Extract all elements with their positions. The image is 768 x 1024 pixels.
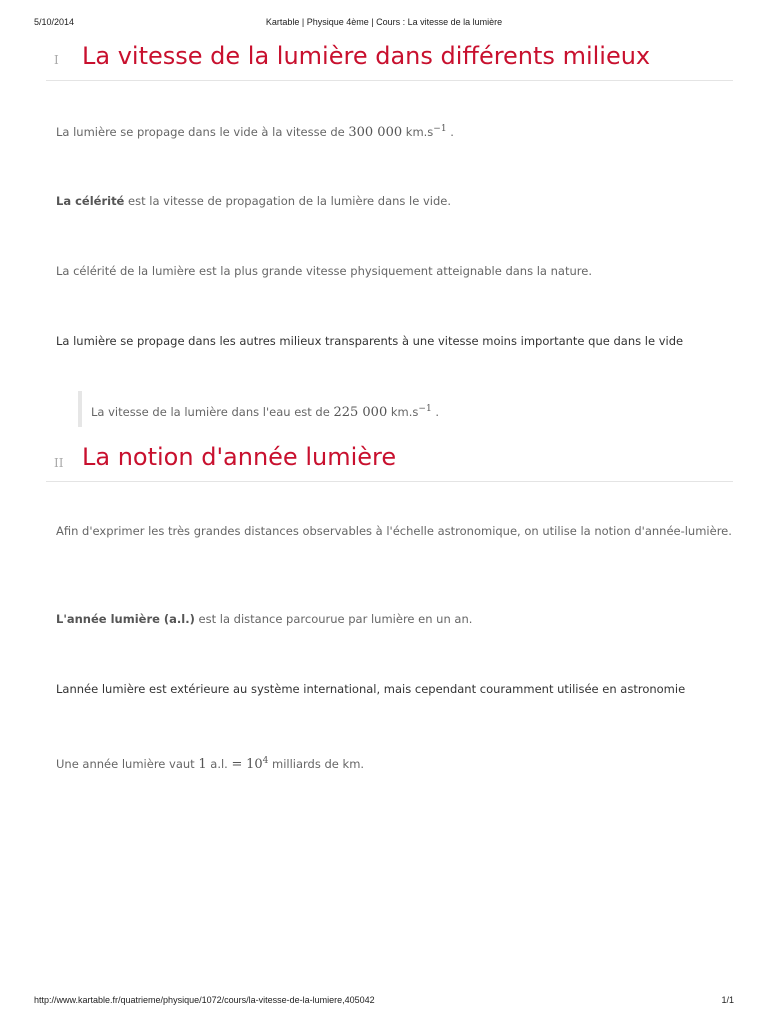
unit: a.l.: [210, 756, 228, 771]
term-celerity: La célérité: [56, 194, 125, 208]
print-date: 5/10/2014: [34, 17, 75, 27]
paragraph-celerity-definition: [56, 192, 736, 210]
section-2-title: La notion d'année lumière: [82, 443, 397, 471]
definition: est la distance parcourue par lumière en un an.: [198, 612, 473, 626]
one: 1: [198, 756, 207, 772]
equals: =: [231, 756, 243, 772]
text: La lumière se propage dans le vide à la vitesse de: [56, 124, 345, 139]
paragraph-light-year-definition: [56, 610, 736, 628]
punct: .: [435, 404, 439, 419]
paragraph-si-note: Lannée lumière est extérieure au système international, mais cependant couramment utilisée en astronomie: [56, 682, 686, 696]
paragraph-light-year-intro: Afin d'exprimer les très grandes distances observables à l'échelle astronomique, on utilise la notion d'année-lumière.: [56, 524, 732, 538]
section-1-title: La vitesse de la lumière dans différents milieux: [82, 42, 651, 70]
speed-value: 225 000: [333, 404, 388, 420]
paragraph-other-media: La lumière se propage dans les autres milieux transparents à une vitesse moins importante que dans le vide: [56, 334, 684, 348]
paragraph-speed-vacuum: [56, 120, 736, 142]
text: Une année lumière vaut: [56, 756, 195, 771]
quote-water-speed: [78, 391, 728, 427]
section-1-number: I: [54, 53, 59, 67]
print-title: Kartable | Physique 4ème | Cours : La vitesse de la lumière: [265, 17, 503, 27]
footer-url: http://www.kartable.fr/quatrieme/physique/1072/cours/la-vitesse-de-la-lumiere,405042: [34, 995, 375, 1005]
section-2-header: [46, 441, 733, 482]
base: 10: [246, 756, 263, 772]
exponent: −1: [418, 404, 432, 414]
unit: km.s: [405, 124, 434, 139]
punct: .: [450, 124, 454, 139]
footer-page-number: 1/1: [721, 995, 734, 1005]
exponent: 4: [262, 756, 269, 766]
exponent: −1: [433, 124, 447, 134]
unit: km.s: [390, 404, 419, 419]
text-end: milliards de km.: [272, 756, 365, 771]
paragraph-light-year-value: [56, 752, 736, 774]
section-2-number: II: [54, 456, 64, 470]
term-light-year: L'année lumière (a.l.): [56, 612, 195, 626]
speed-value: 300 000: [348, 124, 403, 140]
paragraph-max-speed: La célérité de la lumière est la plus grande vitesse physiquement atteignable dans la nature.: [56, 264, 592, 278]
section-1-header: [46, 40, 733, 81]
definition: est la vitesse de propagation de la lumière dans le vide.: [128, 194, 452, 208]
text: La vitesse de la lumière dans l'eau est de: [91, 404, 330, 419]
